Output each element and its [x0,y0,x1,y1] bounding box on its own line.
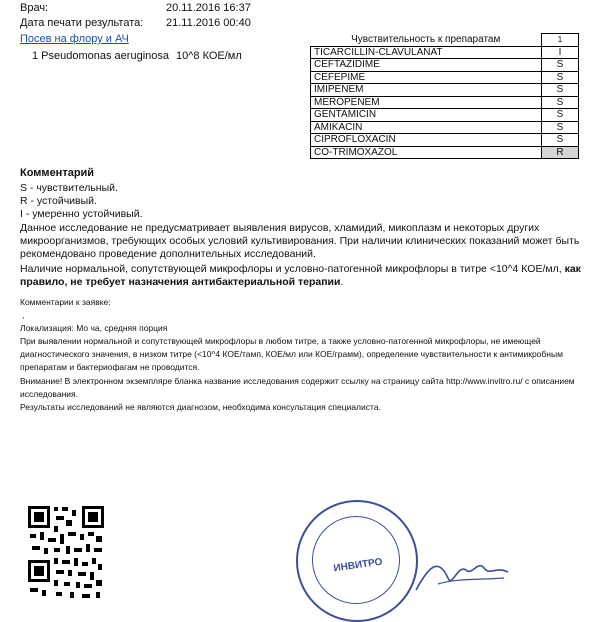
drug-name: CO-TRIMOXAZOL [311,146,542,159]
drug-name: IMIPENEM [311,84,542,97]
organism-titer: 10^8 КОЕ/мл [176,50,242,62]
note-para2-line1: Внимание! В электронном экземпляре бланка название исследования содержит ссылку на страницу сайта http://www.invitro.ru/ с описанием [20,376,575,386]
table-row [311,146,579,159]
disclaimer: Результаты исследований не являются диагнозом, необходима консультация специалиста. [20,402,381,412]
print-date-value: 21.11.2016 00:40 [166,17,251,29]
comment-para2-emphasis-start: как [564,263,581,275]
order-comments-label: Комментарии к заявке: [20,297,111,307]
comment-para2-text: Наличие нормальной, сопутствующей микрофлоры и условно-патогенной микрофлоры в титре <10^4 КОЕ/мл, [20,263,565,275]
signature-icon [408,548,518,598]
table-row [311,121,579,134]
comment-para2-period: . [340,276,344,288]
print-date-label: Дата печати результата: [20,17,144,29]
drug-result: S [542,134,579,147]
sensitivity-header-row [311,34,579,47]
legend-resistant: R - устойчивый. [20,195,97,207]
drug-name: CEFEPIME [311,71,542,84]
drug-name: GENTAMICIN [311,109,542,122]
note-para1-line3: препаратам и бактериофагам не проводится. [20,362,200,372]
drug-result: I [542,46,579,59]
drug-result: S [542,121,579,134]
comment-para1-line2: микроорганизмов, требующих особых условий культивирования. При наличии клинических показаний может быть [20,235,580,247]
drug-result: S [542,59,579,72]
comment-para2-emphasis: правило, не требует назначения антибактериальной терапии [20,276,341,288]
doctor-value: 20.11.2016 16:37 [166,2,251,14]
drug-name: CIPROFLOXACIN [311,134,542,147]
drug-result: S [542,96,579,109]
table-row [311,134,579,147]
note-para1-line1: При выявлении нормальной и сопутствующей микрофлоры в любом титре, а также условно-патогенной микрофлоры, не имеющей [20,336,541,346]
localization: Локализация: Мо ча, средняя порция [20,323,168,333]
sensitivity-table [310,33,579,159]
table-row [311,84,579,97]
comment-para1-line1: Данное исследование не предусматривает выявления вирусов, хламидий, микоплазм и некоторых других [20,222,540,234]
table-row [311,109,579,122]
table-row [311,59,579,72]
legend-sensitive: S - чувствительный. [20,182,118,194]
comment-para2-line2 [20,276,343,290]
drug-name: MEROPENEM [311,96,542,109]
qr-code-icon [26,504,106,600]
doctor-label: Врач: [20,2,49,14]
sensitivity-title: Чувствительность к препаратам [351,34,501,45]
note-para1-line2: диагностического значения, в низком титре (<10^4 КОЕ/тамп, КОЕ/мл или КОЕ/грамм), определение чувствительности к антимикробным [20,349,563,359]
drug-name: TICARCILLIN-CLAVULANAT [311,46,542,59]
table-row [311,71,579,84]
test-name-link[interactable]: Посев на флору и АЧ [20,33,129,45]
drug-result: S [542,84,579,97]
legend-intermediate: I - умеренно устойчивый. [20,208,143,220]
drug-result: R [542,146,579,159]
comment-para2-line1 [20,263,581,277]
table-row [311,96,579,109]
order-comments-value: , [22,310,25,320]
lab-stamp-brand: ИНВИТРО [332,556,384,575]
comment-para1-line3: рекомендовано проведение дополнительных исследований. [20,248,316,260]
drug-result: S [542,71,579,84]
drug-name: AMIKACIN [311,121,542,134]
table-row [311,46,579,59]
organism-name: 1 Pseudomonas aeruginosa [32,50,169,62]
lab-stamp [296,500,418,622]
comment-title: Комментарий [20,167,95,179]
drug-result: S [542,109,579,122]
drug-name: CEFTAZIDIME [311,59,542,72]
sensitivity-column-number: 1 [542,34,579,47]
note-para2-line2: исследования. [20,389,78,399]
